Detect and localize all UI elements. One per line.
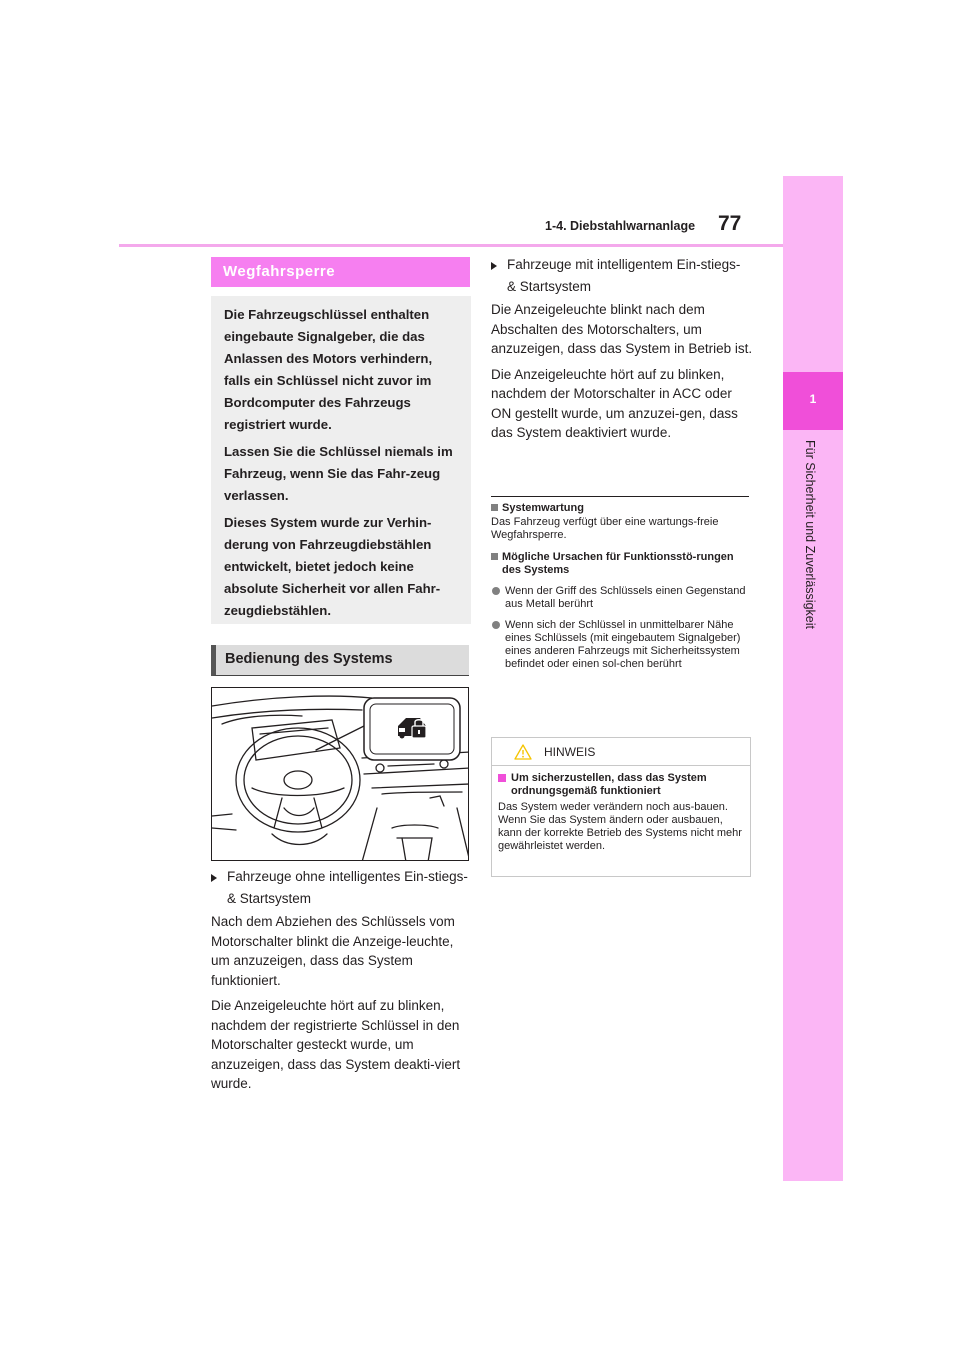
chapter-tab (783, 176, 843, 1181)
notice-box (491, 737, 751, 877)
intro-paragraph: Lassen Sie die Schlüssel niemals im Fahrzeug, wenn Sie das Fahr-zeug verlassen. (224, 444, 453, 503)
body-paragraph: Die Anzeigeleuchte hört auf zu blinken, nachdem der Motorschalter in ACC oder ON gestellt wurde, um anzuzei-gen, dass das System deaktiviert wurde. (491, 366, 738, 440)
bullet-heading: Fahrzeuge ohne intelligentes Ein-stiegs- & Startsystem (211, 866, 469, 910)
notice-title: Um sicherzustellen, dass das System ordnungsgemäß funktioniert (498, 772, 746, 798)
note-text: Das Fahrzeug verfügt über eine wartungs-freie Wegfahrsperre. (491, 516, 719, 541)
notes (491, 502, 753, 679)
note-bullet: Wenn der Griff des Schlüssels einen Gegenstand aus Metall berührt (491, 585, 753, 611)
warning-triangle-icon (514, 744, 532, 760)
page-number: 77 (718, 212, 742, 235)
chapter-number: 1 (809, 392, 817, 406)
notes-divider (491, 496, 749, 497)
intro-paragraph: Die Fahrzeugschlüssel enthalten eingebaute Signalgeber, die das Anlassen des Motors verhindern, falls ein Schlüssel nicht zuvor im Bordcomputer des Fahrzeugs registriert wurde. (224, 307, 433, 432)
note-title: Systemwartung (491, 502, 753, 515)
notice-body (498, 772, 746, 853)
subsection-title-bar (211, 645, 469, 676)
header-rule (119, 244, 783, 247)
bullet2-body (491, 300, 753, 449)
bullet-heading: Fahrzeuge mit intelligentem Ein-stiegs- & Startsystem (491, 254, 753, 298)
intro-box (211, 296, 471, 624)
body-paragraph: Nach dem Abziehen des Schlüssels vom Motorschalter blinkt die Anzeige-leuchte, um anzuzeigen, dass das System funktioniert. (211, 914, 455, 988)
note-title: Mögliche Ursachen für Funktionsstö-rungen des Systems (491, 551, 753, 577)
arrow-icon (211, 874, 217, 882)
section-title: Wegfahrsperre (223, 263, 336, 280)
subsection-title: Bedienung des Systems (225, 651, 393, 667)
notice-header (492, 738, 750, 766)
note-bullet: Wenn sich der Schlüssel in unmittelbarer Nähe eines Schlüssels (mit eingebautem Signalgeber) eines anderen Fahrzeugs mit Sicherheitssystem befindet oder einen sol-chen berührt (491, 619, 753, 671)
section-header: 1-4. Diebstahlwarnanlage (545, 219, 696, 233)
notice-label: HINWEIS (544, 745, 596, 759)
section-title-bar (211, 257, 470, 287)
dashboard-illustration-drawing (212, 688, 469, 861)
notice-text: Das System weder verändern noch aus-bauen. Wenn Sie das System ändern oder ausbauen, kann der korrekte Betrieb des Systems nicht mehr gewährleistet werden. (498, 801, 742, 852)
dashboard-illustration (211, 687, 469, 861)
body-paragraph: Die Anzeigeleuchte blinkt nach dem Abschalten des Motorschalters, um anzuzeigen, dass das System in Betrieb ist. (491, 302, 753, 356)
chapter-title: Für Sicherheit und Zuverlässigkeit (803, 440, 817, 629)
arrow-icon (491, 262, 497, 270)
body-paragraph: Die Anzeigeleuchte hört auf zu blinken, nachdem der registrierte Schlüssel in den Motorschalter gesteckt wurde, um anzuzeigen, dass das System deakti-viert wurde. (211, 998, 461, 1091)
bullet1-body (211, 912, 473, 1100)
intro-paragraph: Dieses System wurde zur Verhin-derung von Fahrzeugdiebstählen entwickelt, bietet jedoch keine absolute Sicherheit vor allen Fahr-zeugdiebstählen. (224, 515, 441, 618)
